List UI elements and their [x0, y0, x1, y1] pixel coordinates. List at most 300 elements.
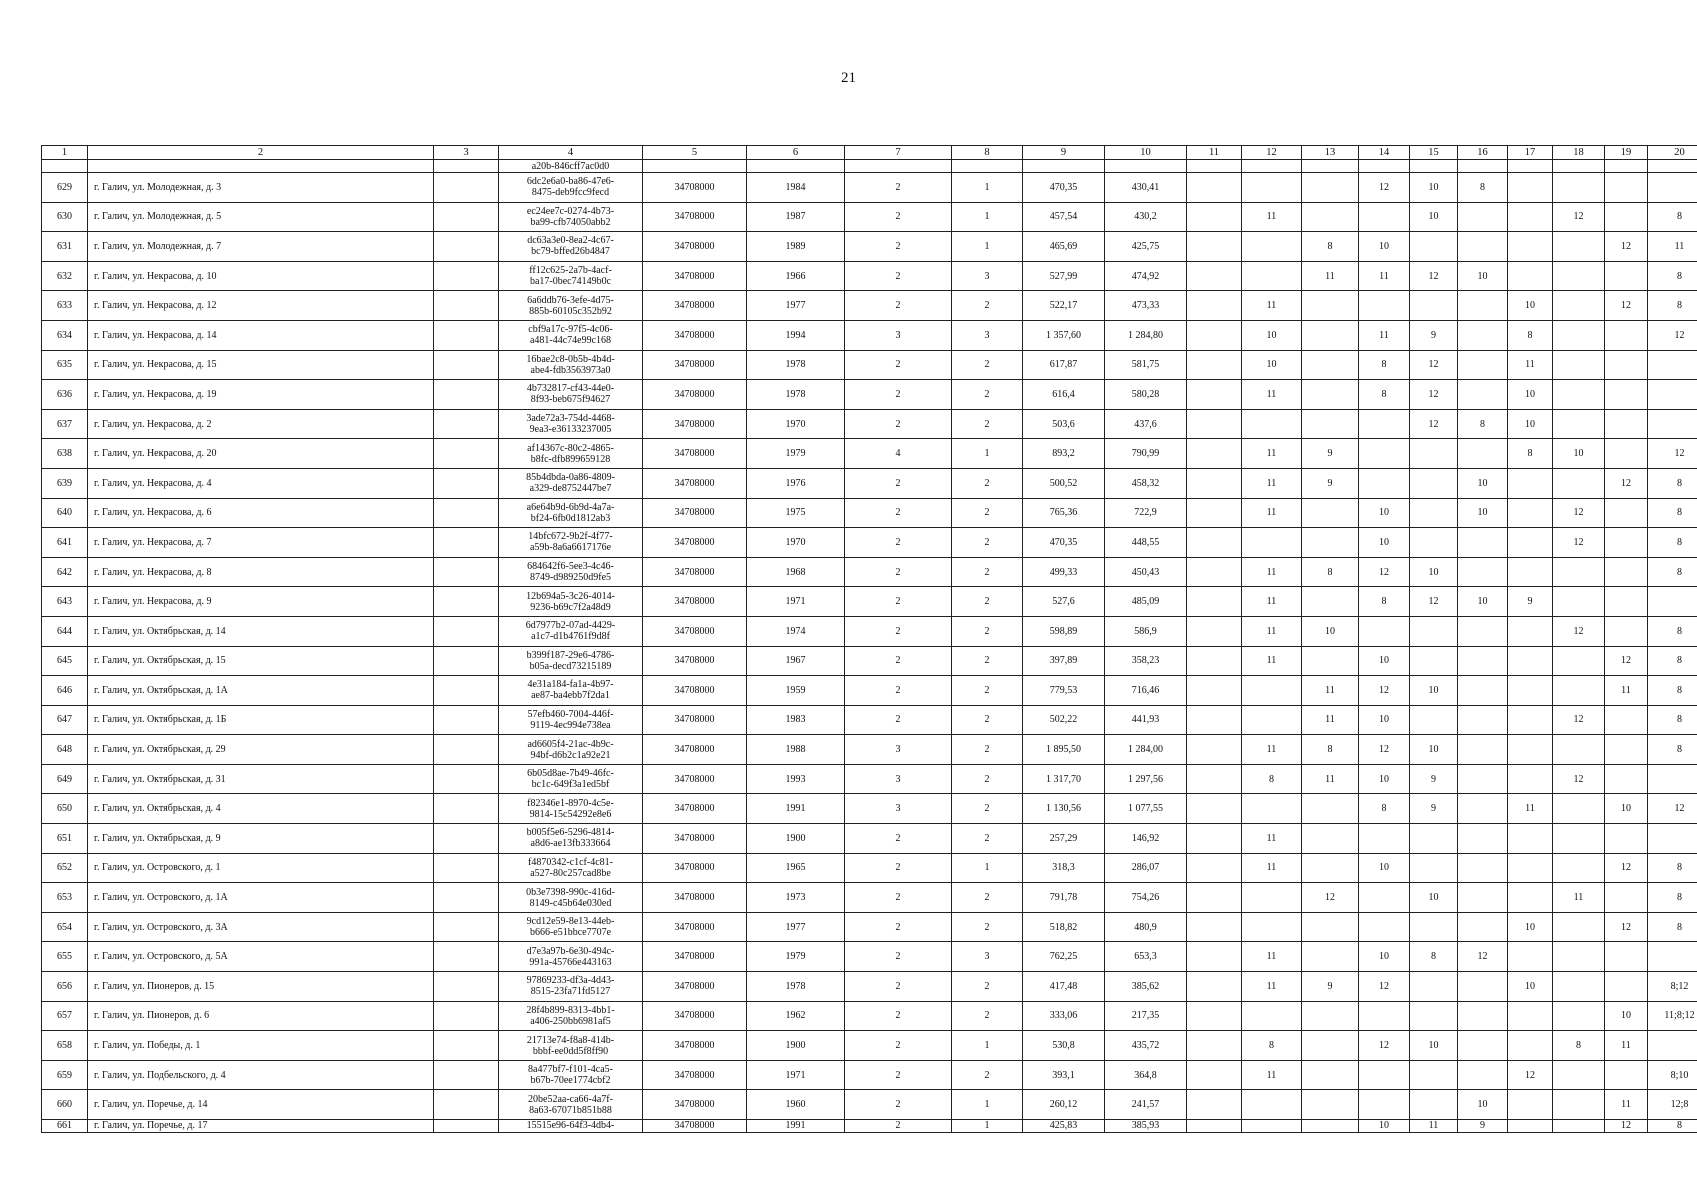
row-number-cell: 648 [42, 735, 88, 765]
column-header-5: 5 [643, 146, 747, 160]
table-cell: 12 [1648, 439, 1697, 469]
table-cell [1242, 173, 1302, 203]
table-cell: 2 [845, 912, 952, 942]
table-cell [1302, 202, 1359, 232]
table-cell [1648, 350, 1697, 380]
table-cell [1508, 528, 1553, 558]
guid-part-1: 3ade72a3-754d-4468- [526, 413, 615, 425]
column-header-8: 8 [952, 146, 1023, 160]
address-cell: г. Галич, ул. Поречье, д. 17 [88, 1120, 434, 1133]
guid-cell [499, 202, 643, 232]
table-cell: 10 [1359, 646, 1410, 676]
table-cell: 9 [1302, 972, 1359, 1002]
housing-register-table [41, 145, 1697, 1133]
table-cell [434, 380, 499, 410]
table-cell [1458, 912, 1508, 942]
address-cell: г. Галич, ул. Некрасова, д. 8 [88, 557, 434, 587]
table-cell [1410, 160, 1458, 173]
row-number-cell: 639 [42, 468, 88, 498]
table-cell [1553, 1001, 1605, 1031]
table-cell: 2 [845, 1031, 952, 1061]
table-cell: 791,78 [1023, 883, 1105, 913]
table-cell [1605, 587, 1648, 617]
table-cell [1410, 912, 1458, 942]
table-cell: 2 [845, 646, 952, 676]
guid-cell [499, 705, 643, 735]
table-cell: 1 284,00 [1105, 735, 1187, 765]
guid-part-2: 9ea3-e36133237005 [529, 424, 612, 436]
table-cell: 2 [952, 616, 1023, 646]
table-cell [1553, 942, 1605, 972]
table-cell: 11 [1242, 468, 1302, 498]
table-cell: 11 [1242, 824, 1302, 854]
table-cell: 2 [952, 972, 1023, 1002]
table-row [42, 320, 1697, 350]
table-cell: 11 [1242, 616, 1302, 646]
column-header-4: 4 [499, 146, 643, 160]
table-cell: 1 [952, 173, 1023, 203]
table-cell [1458, 646, 1508, 676]
table-cell: 11 [1242, 557, 1302, 587]
table-cell: 34708000 [643, 468, 747, 498]
table-cell [1458, 528, 1508, 558]
table-cell [1508, 676, 1553, 706]
table-cell [1302, 912, 1359, 942]
table-cell: 8;12 [1648, 972, 1697, 1002]
table-row [42, 705, 1697, 735]
table-cell [1410, 468, 1458, 498]
table-cell: 2 [952, 380, 1023, 410]
table-cell: 11 [1605, 1090, 1648, 1120]
table-cell: 10 [1458, 1090, 1508, 1120]
table-cell: 11 [1410, 1120, 1458, 1133]
table-cell: 499,33 [1023, 557, 1105, 587]
table-cell: 1 [952, 1031, 1023, 1061]
table-cell [1187, 1060, 1242, 1090]
table-cell: 12 [1359, 676, 1410, 706]
table-cell [1508, 764, 1553, 794]
table-cell: 12 [1605, 1120, 1648, 1133]
table-cell: 11 [1242, 587, 1302, 617]
table-cell: 2 [845, 261, 952, 291]
table-cell: 241,57 [1105, 1090, 1187, 1120]
table-cell [1302, 942, 1359, 972]
table-cell: 2 [845, 883, 952, 913]
table-cell [1553, 350, 1605, 380]
table-cell [1648, 160, 1697, 173]
address-cell: г. Галич, ул. Островского, д. 5А [88, 942, 434, 972]
table-row [42, 853, 1697, 883]
row-number-cell: 636 [42, 380, 88, 410]
table-cell: 34708000 [643, 261, 747, 291]
table-cell [1242, 1090, 1302, 1120]
table-cell [1553, 261, 1605, 291]
table-cell: 9 [1458, 1120, 1508, 1133]
table-cell [434, 764, 499, 794]
table-row-continuation [42, 160, 1697, 173]
table-cell: 260,12 [1023, 1090, 1105, 1120]
table-cell: 425,75 [1105, 232, 1187, 262]
table-cell: 8 [1242, 764, 1302, 794]
table-cell: 9 [1302, 439, 1359, 469]
table-cell: 10 [1410, 1031, 1458, 1061]
address-cell: г. Галич, ул. Октябрьская, д. 14 [88, 616, 434, 646]
table-cell: 10 [1458, 468, 1508, 498]
table-cell [1187, 528, 1242, 558]
table-cell [1458, 557, 1508, 587]
table-cell: 1959 [747, 676, 845, 706]
guid-cell [499, 173, 643, 203]
table-cell [1242, 1120, 1302, 1133]
table-cell: 1968 [747, 557, 845, 587]
table-cell [434, 705, 499, 735]
table-cell [1187, 1001, 1242, 1031]
table-cell: 1979 [747, 439, 845, 469]
guid-part-1: 15515e96-64f3-4db4- [526, 1120, 615, 1131]
table-cell [1605, 764, 1648, 794]
table-cell: 1 297,56 [1105, 764, 1187, 794]
table-cell: 10 [1508, 380, 1553, 410]
guid-part-1: 85b4dbda-0a86-4809- [526, 472, 615, 484]
address-cell: г. Галич, ул. Некрасова, д. 9 [88, 587, 434, 617]
guid-part-2: 8f93-beb675f94627 [530, 394, 611, 406]
table-cell: 470,35 [1023, 173, 1105, 203]
table-cell: 34708000 [643, 173, 747, 203]
table-cell: 450,43 [1105, 557, 1187, 587]
table-cell: 12 [1359, 173, 1410, 203]
table-cell: 430,2 [1105, 202, 1187, 232]
column-header-10: 10 [1105, 146, 1187, 160]
address-cell: г. Галич, ул. Некрасова, д. 2 [88, 409, 434, 439]
table-cell: 8 [1359, 350, 1410, 380]
guid-part-2: a527-80c257cad8be [530, 867, 611, 879]
table-cell: 617,87 [1023, 350, 1105, 380]
table-cell: 2 [952, 794, 1023, 824]
table-cell [1508, 468, 1553, 498]
table-cell [1508, 202, 1553, 232]
table-cell: 441,93 [1105, 705, 1187, 735]
table-cell [952, 160, 1023, 173]
table-cell: 2 [952, 557, 1023, 587]
guid-part-2: bf24-6fb0d1812ab3 [530, 512, 611, 524]
table-cell: 8 [1458, 409, 1508, 439]
address-cell: г. Галич, ул. Некрасова, д. 12 [88, 291, 434, 321]
table-cell: 3 [952, 320, 1023, 350]
table-cell [1410, 528, 1458, 558]
guid-cell [499, 794, 643, 824]
table-cell [1508, 942, 1553, 972]
guid-part-1: 6b05d8ae-7b49-46fc- [527, 768, 614, 780]
table-cell: 11 [1242, 1060, 1302, 1090]
table-cell [434, 735, 499, 765]
table-cell [1553, 1090, 1605, 1120]
guid-part-1: 57efb460-7004-446f- [527, 708, 614, 720]
table-cell: 34708000 [643, 291, 747, 321]
guid-cell [499, 942, 643, 972]
column-header-14: 14 [1359, 146, 1410, 160]
table-cell: 11 [1359, 261, 1410, 291]
table-cell: 11 [1242, 646, 1302, 676]
table-cell [1187, 439, 1242, 469]
table-cell [1187, 320, 1242, 350]
table-cell [1410, 705, 1458, 735]
table-cell [1187, 794, 1242, 824]
column-header-19: 19 [1605, 146, 1648, 160]
table-cell: 11 [1605, 676, 1648, 706]
table-cell: 34708000 [643, 350, 747, 380]
table-cell: 397,89 [1023, 646, 1105, 676]
table-cell: 417,48 [1023, 972, 1105, 1002]
row-number-cell: 653 [42, 883, 88, 913]
table-cell: 1967 [747, 646, 845, 676]
guid-part-1: 28f4b899-8313-4bb1- [526, 1004, 615, 1016]
guid-cell [499, 972, 643, 1002]
table-cell: 2 [845, 824, 952, 854]
guid-cell [499, 468, 643, 498]
table-cell [1648, 587, 1697, 617]
table-cell: 34708000 [643, 646, 747, 676]
table-cell: 12 [1605, 468, 1648, 498]
guid-cell [499, 409, 643, 439]
table-cell: 10 [1410, 883, 1458, 913]
table-cell: 2 [845, 468, 952, 498]
table-cell: 12 [1605, 232, 1648, 262]
table-cell: 10 [1359, 764, 1410, 794]
table-cell [1458, 439, 1508, 469]
table-cell [1302, 1031, 1359, 1061]
table-cell: 34708000 [643, 587, 747, 617]
table-cell: 364,8 [1105, 1060, 1187, 1090]
table-cell [434, 320, 499, 350]
guid-part-2: 8515-23fa71fd5127 [530, 986, 611, 998]
table-row [42, 972, 1697, 1002]
table-cell: 11 [1553, 883, 1605, 913]
guid-part-2: 9236-b69c7f2a48d9 [530, 601, 611, 613]
table-row [42, 380, 1697, 410]
table-cell [434, 853, 499, 883]
table-cell [1553, 972, 1605, 1002]
table-cell: 8 [1648, 202, 1697, 232]
table-cell [1410, 853, 1458, 883]
table-cell: 3 [845, 764, 952, 794]
table-cell [845, 160, 952, 173]
table-cell: 8 [1648, 1120, 1697, 1133]
table-cell [1359, 616, 1410, 646]
table-cell [1187, 824, 1242, 854]
table-cell: 716,46 [1105, 676, 1187, 706]
table-cell: 485,09 [1105, 587, 1187, 617]
table-cell: 2 [845, 705, 952, 735]
table-cell: 1966 [747, 261, 845, 291]
table-cell: 1 [952, 1120, 1023, 1133]
table-cell: 34708000 [643, 409, 747, 439]
table-cell [434, 439, 499, 469]
table-cell [1410, 1001, 1458, 1031]
row-number-cell: 640 [42, 498, 88, 528]
guid-cell [499, 1090, 643, 1120]
table-cell: 11 [1508, 350, 1553, 380]
table-cell [1605, 498, 1648, 528]
address-cell: г. Галич, ул. Октябрьская, д. 29 [88, 735, 434, 765]
guid-cell [499, 380, 643, 410]
column-header-17: 17 [1508, 146, 1553, 160]
guid-part-1: 6dc2e6a0-ba86-47e6- [526, 176, 615, 188]
table-cell: 8 [1648, 468, 1697, 498]
row-number-cell: 642 [42, 557, 88, 587]
table-cell: 1978 [747, 350, 845, 380]
table-cell: 2 [845, 1001, 952, 1031]
table-cell: 430,41 [1105, 173, 1187, 203]
table-cell [1242, 261, 1302, 291]
table-row [42, 616, 1697, 646]
table-cell [1605, 350, 1648, 380]
table-cell: 1971 [747, 1060, 845, 1090]
table-cell: 8 [1458, 173, 1508, 203]
table-cell: 12 [1553, 764, 1605, 794]
table-cell: 10 [1508, 972, 1553, 1002]
table-cell: 8 [1410, 942, 1458, 972]
table-cell [1458, 320, 1508, 350]
guid-part-2: ae87-ba4ebb7f2da1 [531, 690, 610, 702]
guid-part-2: 8a63-67071b851b88 [529, 1104, 612, 1116]
table-cell: 34708000 [643, 676, 747, 706]
table-cell [1553, 232, 1605, 262]
table-cell: 2 [845, 380, 952, 410]
table-cell: 34708000 [643, 912, 747, 942]
table-row [42, 764, 1697, 794]
table-cell: 1900 [747, 824, 845, 854]
table-cell: 8 [1508, 320, 1553, 350]
guid-part-1: b399f187-29e6-4786- [526, 649, 615, 661]
table-cell [1187, 160, 1242, 173]
table-cell [1508, 705, 1553, 735]
table-row [42, 528, 1697, 558]
table-cell: 12 [1605, 853, 1648, 883]
table-cell: 2 [952, 735, 1023, 765]
table-cell [1458, 1001, 1508, 1031]
guid-part-2: a481-44c74e99c168 [529, 335, 612, 347]
table-cell: 580,28 [1105, 380, 1187, 410]
guid-part-2: a329-de8752447be7 [529, 483, 612, 495]
table-cell [1242, 883, 1302, 913]
row-number-cell: 652 [42, 853, 88, 883]
guid-part-2: a59b-8a6a6617176e [529, 542, 612, 554]
table-cell: 2 [952, 498, 1023, 528]
guid-part-1: ff12c625-2a7b-4acf- [529, 265, 612, 277]
row-number-cell: 637 [42, 409, 88, 439]
table-cell [434, 912, 499, 942]
row-number-cell: 649 [42, 764, 88, 794]
table-cell: 12 [1648, 794, 1697, 824]
table-cell [1458, 232, 1508, 262]
table-cell: 3 [845, 320, 952, 350]
guid-part-1: 12b694a5-3c26-4014- [526, 590, 615, 602]
address-cell: г. Галич, ул. Молодежная, д. 3 [88, 173, 434, 203]
table-cell: 10 [1605, 1001, 1648, 1031]
guid-cell [499, 1120, 643, 1133]
table-cell: 1977 [747, 912, 845, 942]
table-cell: 12 [1410, 350, 1458, 380]
row-number-cell: 651 [42, 824, 88, 854]
table-cell [1605, 942, 1648, 972]
table-cell: 12 [1410, 587, 1458, 617]
table-cell: 1 357,60 [1023, 320, 1105, 350]
table-cell: 8 [1359, 380, 1410, 410]
address-cell: г. Галич, ул. Некрасова, д. 19 [88, 380, 434, 410]
table-cell [434, 350, 499, 380]
guid-part-2: b666-e51bbce7707e [529, 927, 612, 939]
table-cell: 1991 [747, 1120, 845, 1133]
table-cell: 1 077,55 [1105, 794, 1187, 824]
table-cell [1605, 735, 1648, 765]
table-cell: 11 [1302, 261, 1359, 291]
row-number-cell: 646 [42, 676, 88, 706]
table-cell [1302, 1120, 1359, 1133]
table-cell [1242, 409, 1302, 439]
table-cell [1553, 160, 1605, 173]
guid-cell [499, 439, 643, 469]
table-cell [1187, 972, 1242, 1002]
table-cell: 3 [952, 261, 1023, 291]
column-header-1: 1 [42, 146, 88, 160]
table-cell: 8 [1648, 735, 1697, 765]
table-cell [1187, 173, 1242, 203]
table-cell: 1960 [747, 1090, 845, 1120]
table-cell [1553, 1060, 1605, 1090]
table-cell: 2 [845, 1090, 952, 1120]
table-cell [1553, 912, 1605, 942]
guid-part-1: af14367c-80c2-4865- [527, 442, 614, 454]
guid-cell [499, 232, 643, 262]
table-cell: 12 [1605, 912, 1648, 942]
table-cell [1458, 824, 1508, 854]
table-cell: 8 [1648, 676, 1697, 706]
table-cell: 1 895,50 [1023, 735, 1105, 765]
guid-part-2: bbbf-ee0dd5f8ff90 [532, 1045, 609, 1057]
table-cell: 385,62 [1105, 972, 1187, 1002]
table-cell: 2 [845, 587, 952, 617]
table-cell [1187, 616, 1242, 646]
table-cell [434, 498, 499, 528]
table-cell: 8 [1553, 1031, 1605, 1061]
table-cell: 1 [952, 1090, 1023, 1120]
table-cell [1553, 173, 1605, 203]
table-cell: 10 [1458, 261, 1508, 291]
table-cell [1605, 616, 1648, 646]
table-row [42, 498, 1697, 528]
table-cell [1553, 1120, 1605, 1133]
table-cell [1359, 1001, 1410, 1031]
table-cell [1508, 1090, 1553, 1120]
table-cell: 12 [1410, 380, 1458, 410]
table-cell: 1974 [747, 616, 845, 646]
table-cell [434, 468, 499, 498]
table-cell [1187, 350, 1242, 380]
table-body [42, 160, 1697, 1133]
table-cell: 12 [1605, 291, 1648, 321]
table-cell [1302, 173, 1359, 203]
table-cell: 503,6 [1023, 409, 1105, 439]
table-cell [1605, 439, 1648, 469]
table-cell: 10 [1359, 528, 1410, 558]
table-cell: 9 [1410, 320, 1458, 350]
address-cell: г. Галич, ул. Некрасова, д. 10 [88, 261, 434, 291]
guid-part-2: ba17-0bec74149b0c [529, 276, 612, 288]
guid-cell [499, 764, 643, 794]
guid-part-2: b8fc-dfb899659128 [530, 453, 611, 465]
guid-part-2: b67b-70ee1774cbf2 [530, 1075, 611, 1087]
table-cell: 2 [952, 824, 1023, 854]
